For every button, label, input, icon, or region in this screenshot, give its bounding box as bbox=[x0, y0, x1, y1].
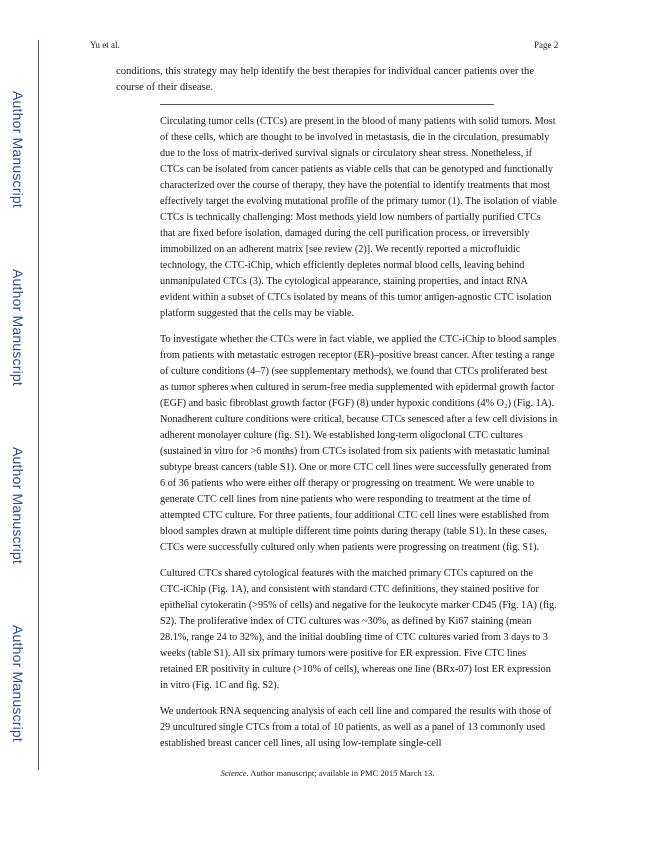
footer-journal: Science bbox=[220, 768, 247, 778]
intro-text: conditions, this strategy may help identify the best therapies for individual cancer patients over the course of their disease. bbox=[116, 66, 535, 93]
sidebar-rule bbox=[38, 40, 39, 770]
page-footer bbox=[0, 768, 655, 778]
header-authors: Yu et al. bbox=[90, 40, 120, 50]
section-divider bbox=[160, 104, 494, 105]
author-manuscript-label: Author Manuscript bbox=[10, 91, 26, 209]
article-body bbox=[160, 114, 558, 762]
author-manuscript-label: Author Manuscript bbox=[10, 447, 26, 565]
author-manuscript-label: Author Manuscript bbox=[10, 269, 26, 387]
footer-note: . Author manuscript; available in PMC 2015 March 13. bbox=[246, 768, 435, 778]
header-page-number: Page 2 bbox=[534, 40, 559, 50]
paragraph: We undertook RNA sequencing analysis of each cell line and compared the results with those of 29 uncultured single CTCs from a total of 10 patients, as well as a panel of 13 commonly used established breast cancer cell lines, all using low-template single-cell bbox=[160, 706, 552, 749]
paragraph: Cultured CTCs shared cytological features with the matched primary CTCs captured on the CTC-iChip (Fig. 1A), and consistent with standard CTC definitions, they stained positive for epithelial cytokeratin (>95% of cells) and negative for the leukocyte marker CD45 (Fig. 1A) (fig. S2). The proliferative index of CTC cultures was ~30%, as defined by Ki67 staining (mean 28.1%, range 24 to 32%), and the initial doubling time of CTC cultures varied from 3 days to 3 weeks (table S1). All six primary tumors were positive for ER expression. Five CTC lines retained ER positivity in culture (>10% of cells), whereas one line (BRx-07) lost ER expression in vitro (Fig. 1C and fig. S2). bbox=[160, 568, 557, 691]
author-manuscript-label: Author Manuscript bbox=[10, 625, 26, 743]
paragraph: Circulating tumor cells (CTCs) are present in the blood of many patients with solid tumors. Most of these cells, which are thought to be involved in metastasis, die in the circulation, presumably due to the loss of matrix-derived survival signals or circulatory shear stress. Nonetheless, if CTCs can be isolated from cancer patients as viable cells that can be genotyped and functionally characterized over the course of therapy, they have the potential to identify treatments that most effectively target the evolving mutational profile of the primary tumor (1). The isolation of viable CTCs is technically challenging: Most methods yield low numbers of partially purified CTCs that are fixed before isolation, damaged during the cell purification process, or irreversibly immobilized on an adherent matrix [see review (2)]. We recently reported a microfluidic technology, the CTC-iChip, which efficiently depletes normal blood cells, leaving behind unmanipulated CTCs (3). The cytological appearance, staining properties, and intact RNA evident within a subset of CTCs isolated by means of this tumor antigen-agnostic CTC isolation platform suggested that the cells may be viable. bbox=[160, 116, 557, 319]
paragraph: To investigate whether the CTCs were in fact viable, we applied the CTC-iChip to blood samples from patients with metastatic estrogen receptor (ER)–positive breast cancer. After testing a range of culture conditions (4–7) (see supplementary methods), we found that CTCs proliferated best as tumor spheres when cultured in serum-free media supplemented with epidermal growth factor (EGF) and basic fibroblast growth factor (FGF) (8) under hypoxic conditions (4% O₂) (Fig. 1A). Nonadherent culture conditions were critical, because CTCs senesced after a few cell divisions in adherent monolayer culture (fig. S1). We established long-term oligoclonal CTC cultures (sustained in vitro for >6 months) from CTCs isolated from six patients with metastatic luminal subtype breast cancers (table S1). One or more CTC cell lines were successfully generated from 6 of 36 patients who were either off therapy or progressing on treatment. We were unable to generate CTC cell lines from nine patients who were responding to treatment at the time of attempted CTC culture. For three patients, four additional CTC cell lines were established from blood samples drawn at multiple different time points during therapy (table S1). In these cases, CTCs were successfully cultured only when patients were progressing on treatment (fig. S1). bbox=[160, 334, 558, 553]
